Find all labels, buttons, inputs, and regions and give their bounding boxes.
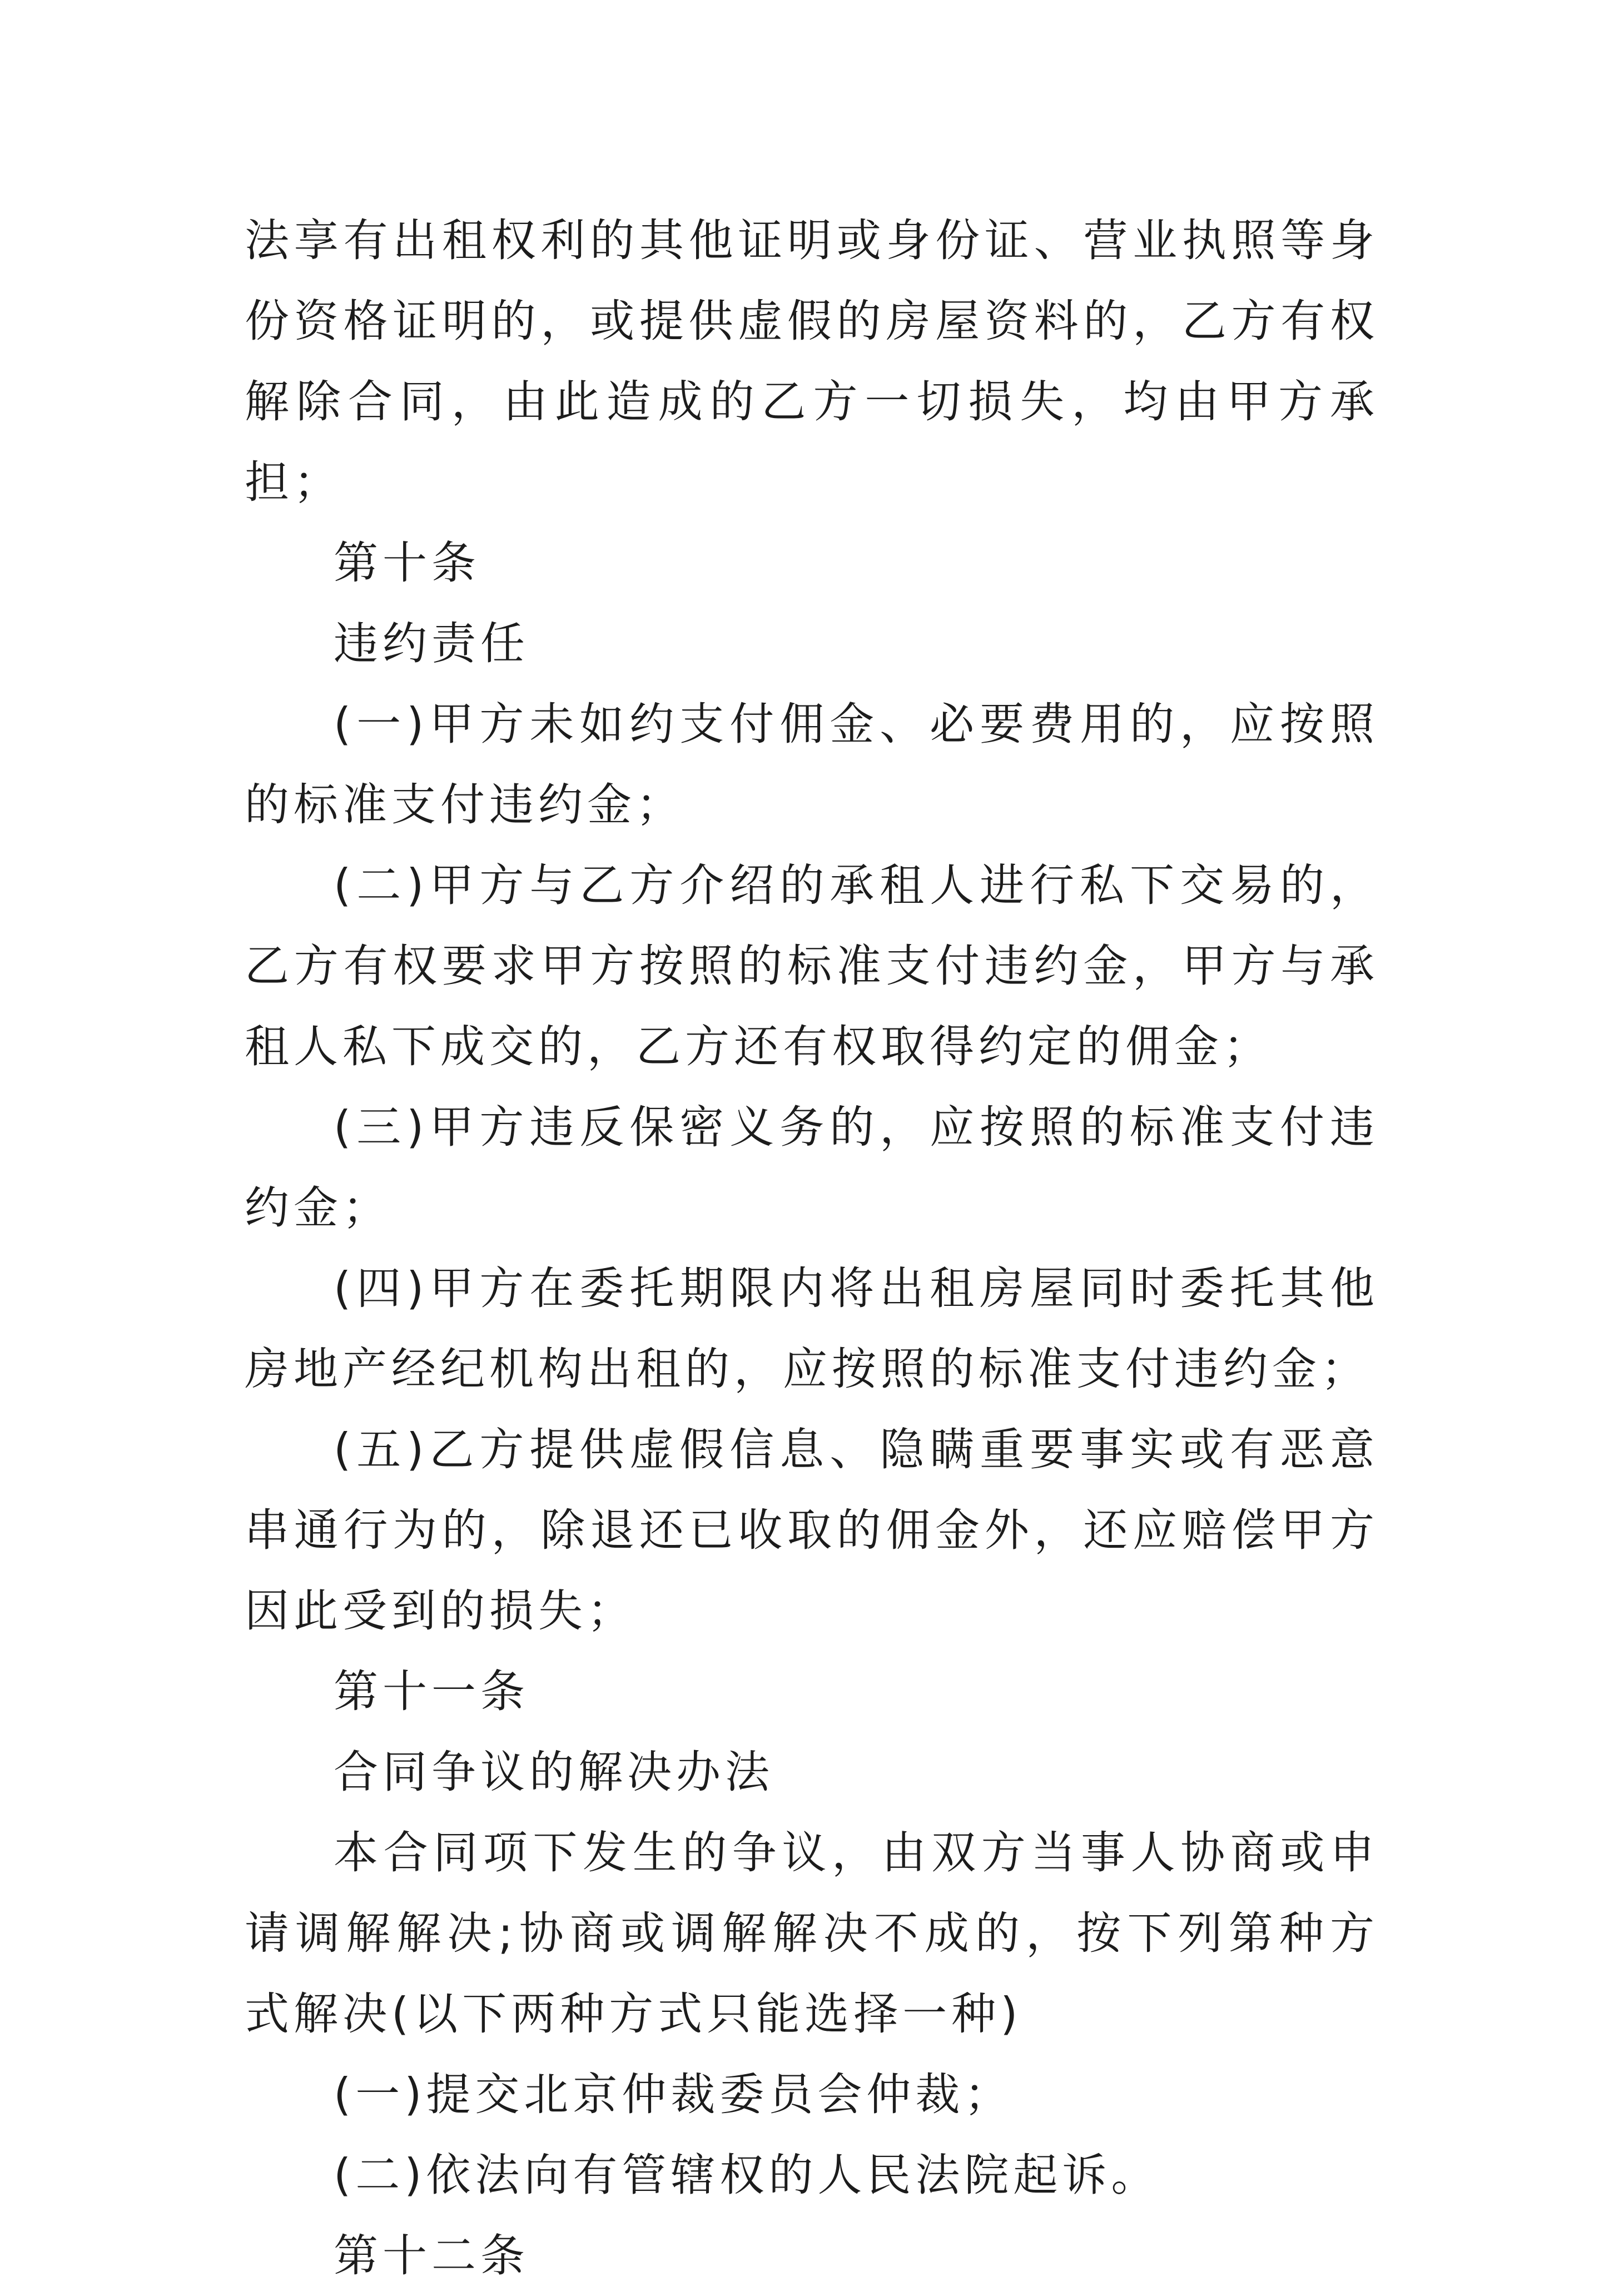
article-11-body: 本合同项下发生的争议，由双方当事人协商或申请调解解决;协商或调解解决不成的，按下列第种方式解决(以下两种方式只能选择一种) bbox=[245, 1827, 1379, 2040]
article-11-title: 合同争议的解决办法 bbox=[334, 1746, 774, 1798]
clause-10-2: (二)甲方与乙方介绍的承租人进行私下交易的，乙方有权要求甲方按照的标准支付违约金，甲方与承租人私下成交的，乙方还有权取得约定的佣金； bbox=[245, 859, 1379, 1072]
article-10-title: 违约责任 bbox=[334, 618, 529, 669]
clause-10-1: (一)甲方未如约支付佣金、必要费用的，应按照的标准支付违约金； bbox=[245, 698, 1379, 831]
clause-10-4: (四)甲方在委托期限内将出租房屋同时委托其他房地产经纪机构出租的，应按照的标准支付违约金； bbox=[245, 1263, 1379, 1395]
article-10-heading: 第十条 bbox=[334, 537, 480, 589]
article-11-heading: 第十一条 bbox=[334, 1666, 529, 1717]
document-body bbox=[245, 200, 1379, 2296]
clause-10-3: (三)甲方违反保密义务的，应按照的标准支付违约金； bbox=[245, 1101, 1379, 1234]
clause-11-2: (二)依法向有管辖权的人民法院起诉。 bbox=[334, 2149, 1160, 2201]
paragraph-continuation: 法享有出租权利的其他证明或身份证、营业执照等身份资格证明的，或提供虚假的房屋资料的，乙方有权解除合同，由此造成的乙方一切损失，均由甲方承担； bbox=[245, 215, 1379, 508]
article-12-heading: 第十二条 bbox=[334, 2230, 529, 2282]
clause-11-1: (一)提交北京仲裁委员会仲裁； bbox=[334, 2069, 1014, 2120]
clause-10-5: (五)乙方提供虚假信息、隐瞒重要事实或有恶意串通行为的，除退还已收取的佣金外，还应赔偿甲方因此受到的损失； bbox=[245, 1424, 1379, 1637]
